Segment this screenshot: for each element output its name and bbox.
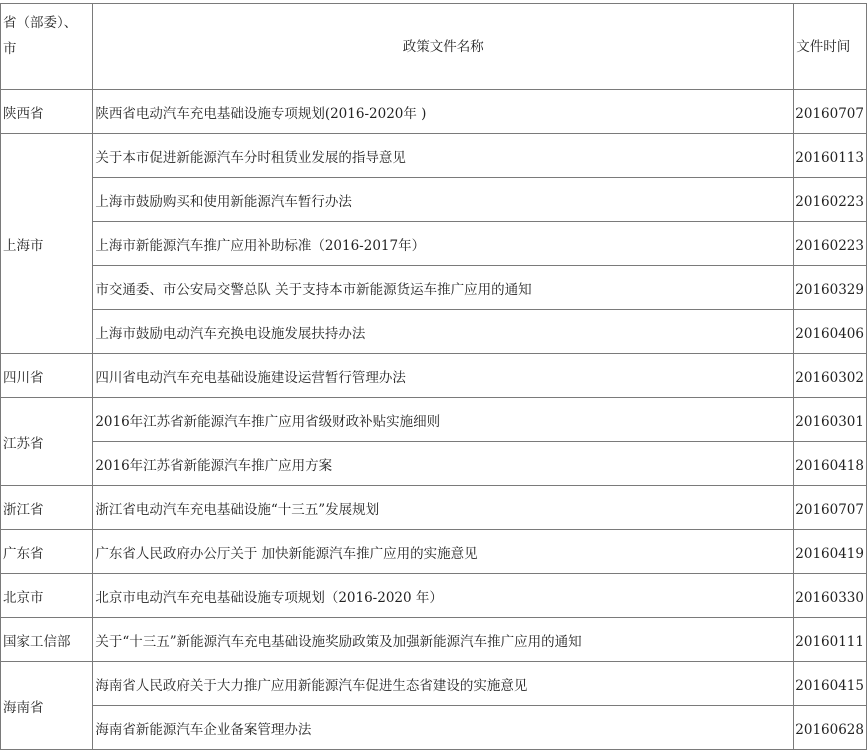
document-cell: 陕西省电动汽车充电基础设施专项规划(2016-2020年 ): [93, 90, 794, 134]
table-row: [1, 662, 867, 706]
policy-table: [0, 3, 867, 750]
table-row: [1, 618, 867, 662]
table-row: [1, 442, 867, 486]
table-row: [1, 134, 867, 178]
document-cell: 海南省人民政府关于大力推广应用新能源汽车促进生态省建设的实施意见: [93, 662, 794, 706]
table-row: [1, 354, 867, 398]
province-cell: 陕西省: [1, 90, 93, 134]
date-cell: 20160223: [794, 222, 867, 266]
document-cell: 上海市鼓励购买和使用新能源汽车暂行办法: [93, 178, 794, 222]
table-header-row: [1, 4, 867, 90]
table-row: [1, 574, 867, 618]
document-cell: 2016年江苏省新能源汽车推广应用方案: [93, 442, 794, 486]
date-cell: 20160707: [794, 90, 867, 134]
date-cell: 20160418: [794, 442, 867, 486]
table-row: [1, 530, 867, 574]
date-cell: 20160302: [794, 354, 867, 398]
date-cell: 20160329: [794, 266, 867, 310]
header-document: 政策文件名称: [93, 4, 794, 90]
document-cell: 四川省电动汽车充电基础设施建设运营暂行管理办法: [93, 354, 794, 398]
date-cell: 20160301: [794, 398, 867, 442]
table-row: [1, 178, 867, 222]
province-cell: 海南省: [1, 662, 93, 750]
date-cell: 20160707: [794, 486, 867, 530]
table-row: [1, 90, 867, 134]
document-cell: 浙江省电动汽车充电基础设施“十三五”发展规划: [93, 486, 794, 530]
table-row: [1, 398, 867, 442]
date-cell: 20160111: [794, 618, 867, 662]
date-cell: 20160223: [794, 178, 867, 222]
province-cell: 四川省: [1, 354, 93, 398]
province-cell: 北京市: [1, 574, 93, 618]
province-cell: 广东省: [1, 530, 93, 574]
date-cell: 20160113: [794, 134, 867, 178]
document-cell: 市交通委、市公安局交警总队 关于支持本市新能源货运车推广应用的通知: [93, 266, 794, 310]
document-cell: 2016年江苏省新能源汽车推广应用省级财政补贴实施细则: [93, 398, 794, 442]
date-cell: 20160330: [794, 574, 867, 618]
date-cell: 20160419: [794, 530, 867, 574]
province-cell: 江苏省: [1, 398, 93, 486]
table-row: [1, 486, 867, 530]
date-cell: 20160628: [794, 706, 867, 750]
table-row: [1, 222, 867, 266]
province-cell: 浙江省: [1, 486, 93, 530]
header-province: 省（部委）、市: [1, 4, 93, 90]
table-row: [1, 706, 867, 750]
document-cell: 海南省新能源汽车企业备案管理办法: [93, 706, 794, 750]
document-cell: 关于“十三五”新能源汽车充电基础设施奖励政策及加强新能源汽车推广应用的通知: [93, 618, 794, 662]
table-row: [1, 266, 867, 310]
document-cell: 关于本市促进新能源汽车分时租赁业发展的指导意见: [93, 134, 794, 178]
document-cell: 广东省人民政府办公厅关于 加快新能源汽车推广应用的实施意见: [93, 530, 794, 574]
header-date: 文件时间: [794, 4, 867, 90]
date-cell: 20160406: [794, 310, 867, 354]
document-cell: 北京市电动汽车充电基础设施专项规划（2016-2020 年）: [93, 574, 794, 618]
province-cell: 国家工信部: [1, 618, 93, 662]
province-cell: 上海市: [1, 134, 93, 354]
document-cell: 上海市鼓励电动汽车充换电设施发展扶持办法: [93, 310, 794, 354]
table-row: [1, 310, 867, 354]
date-cell: 20160415: [794, 662, 867, 706]
document-cell: 上海市新能源汽车推广应用补助标准（2016-2017年）: [93, 222, 794, 266]
